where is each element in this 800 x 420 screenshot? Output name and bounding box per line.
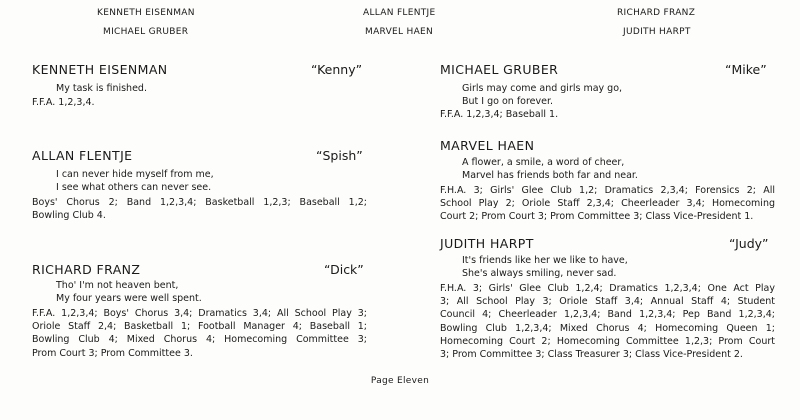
senior-name: ALLAN FLENTJE [32, 148, 133, 163]
quote-line: Marvel has friends both far and near. [462, 170, 638, 181]
caption-franz: RICHARD FRANZ [617, 8, 696, 18]
caption-eisenman: KENNETH EISENMAN [97, 8, 195, 18]
senior-name: MARVEL HAEN [440, 138, 535, 153]
senior-entry-harpt [440, 236, 780, 366]
activity-line: School Play 2; Oriole Staff 2,3,4; Cheerleader 3,4; Homecoming [440, 198, 775, 210]
senior-entry-franz [32, 262, 372, 362]
activity-line: 3; Prom Committee 3; Class Treasurer 3; Class Vice-President 2. [440, 348, 743, 360]
caption-flentje: ALLAN FLENTJE [363, 8, 436, 18]
senior-entry-flentje [32, 148, 372, 228]
activity-line: F.F.A. 1,2,3,4; Baseball 1. [440, 109, 559, 120]
senior-activities [32, 196, 367, 222]
caption-harpt: JUDITH HARPT [623, 27, 691, 37]
activity-line: Bowling Club 4; Mixed Chorus 4; Homecoming Committee 3; [32, 334, 367, 346]
activity-line: Bowling Club 4. [32, 210, 106, 222]
activity-line: F.H.A. 3; Girls' Glee Club 1,2; Dramatics 2,3,4; Forensics 2; All [440, 185, 775, 196]
quote-line: But I go on forever. [462, 96, 554, 107]
senior-nickname: “Dick” [324, 262, 364, 277]
senior-nickname: “Spish” [316, 148, 363, 163]
quote-line: Tho' I'm not heaven bent, [56, 280, 179, 291]
senior-quote [56, 168, 214, 194]
senior-name: MICHAEL GRUBER [440, 62, 559, 77]
senior-quote [56, 279, 202, 305]
senior-nickname: “Judy” [729, 236, 769, 251]
senior-nickname: “Mike” [725, 62, 767, 77]
senior-quote [462, 82, 622, 108]
caption-gruber: MICHAEL GRUBER [103, 27, 189, 37]
senior-quote [462, 156, 638, 182]
senior-quote [462, 254, 628, 280]
senior-activities [440, 184, 775, 224]
senior-activities [440, 282, 775, 361]
caption-haen: MARVEL HAEN [365, 27, 434, 37]
activity-line: F.F.A. 1,2,3,4. [32, 97, 95, 108]
quote-line: It's friends like her we like to have, [462, 255, 628, 266]
senior-activities [32, 307, 367, 360]
senior-activities [32, 96, 362, 109]
senior-name: KENNETH EISENMAN [32, 62, 168, 77]
quote-line: My task is finished. [56, 83, 147, 94]
senior-name: JUDITH HARPT [440, 236, 534, 251]
activity-line: Boys' Chorus 2; Band 1,2,3,4; Basketball 1,2,3; Baseball 1,2; [32, 197, 367, 208]
quote-line: I can never hide myself from me, [56, 169, 214, 180]
quote-line: I see what others can never see. [56, 182, 212, 193]
senior-name: RICHARD FRANZ [32, 262, 141, 277]
quote-line: She's always smiling, never sad. [462, 268, 617, 279]
quote-line: Girls may come and girls may go, [462, 83, 623, 94]
senior-activities [440, 108, 775, 121]
senior-quote [56, 82, 147, 95]
activity-line: Prom Court 3; Prom Committee 3. [32, 347, 193, 359]
senior-entry-eisenman [32, 62, 372, 132]
quote-line: A flower, a smile, a word of cheer, [462, 157, 625, 168]
senior-entry-gruber [440, 62, 780, 132]
activity-line: Court 2; Prom Court 3; Prom Committee 3; Class Vice-President 1. [440, 211, 754, 223]
activity-line: Bowling Club 1,2,3,4; Mixed Chorus 4; Homecoming Queen 1; [440, 322, 775, 334]
activity-line: 3; All School Play 3; Oriole Staff 3,4; Annual Staff 4; Student [440, 296, 775, 308]
senior-nickname: “Kenny” [311, 62, 363, 77]
page-number: Page Eleven [370, 376, 430, 386]
activity-line: Homecoming Court 2; Homecoming Committee 1,2,3; Prom Court [440, 335, 775, 347]
quote-line: My four years were well spent. [56, 293, 202, 304]
activity-line: F.F.A. 1,2,3,4; Boys' Chorus 3,4; Dramatics 3,4; All School Play 3; [32, 308, 367, 319]
senior-entry-haen [440, 138, 780, 228]
activity-line: F.H.A. 3; Girls' Glee Club 1,2,4; Dramatics 1,2,3,4; One Act Play [440, 283, 775, 294]
activity-line: Oriole Staff 2,4; Basketball 1; Football Manager 4; Baseball 1; [32, 321, 367, 333]
activity-line: Council 4; Cheerleader 1,2,3,4; Band 1,2,3,4; Pep Band 1,2,3,4; [440, 309, 775, 321]
